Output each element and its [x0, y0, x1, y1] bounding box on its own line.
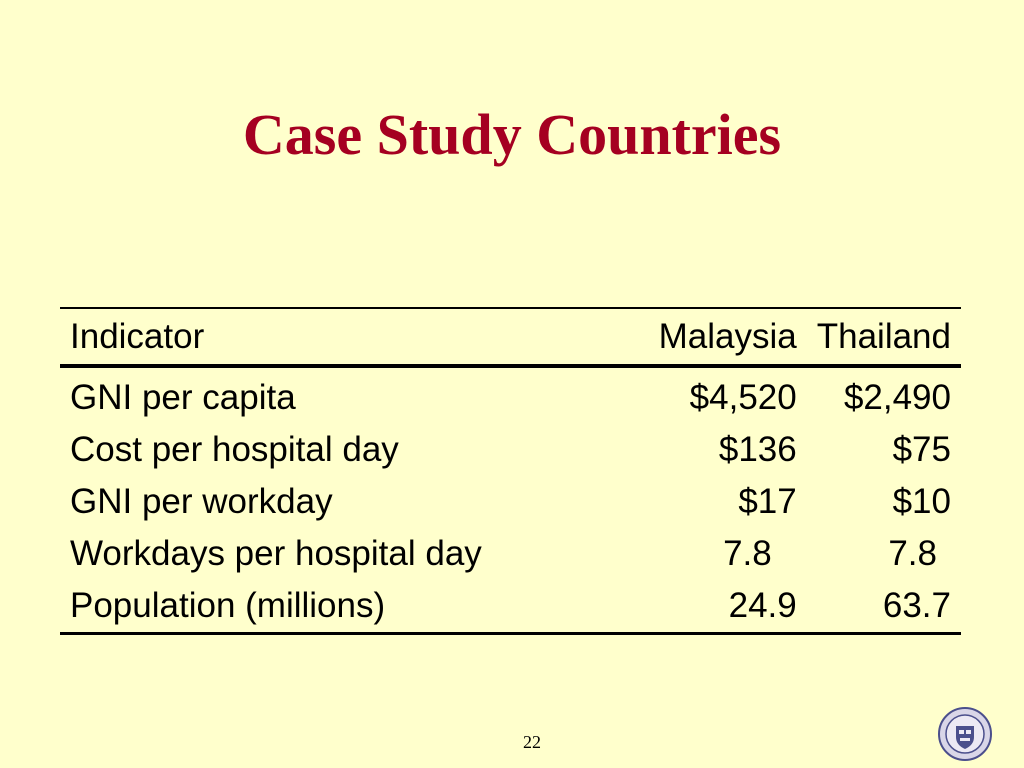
row-malaysia-value: $4,520	[689, 378, 797, 417]
row-thailand-value: $75	[892, 430, 951, 469]
indicator-table	[60, 307, 961, 635]
row-thailand-value: $2,490	[843, 378, 951, 417]
table-row	[60, 580, 961, 634]
table-row	[60, 476, 961, 528]
slide-title: Case Study Countries	[242, 102, 782, 167]
table-header-row	[60, 308, 961, 366]
row-thailand-value: 63.7	[882, 586, 951, 625]
page-number: 22	[523, 732, 541, 752]
table-row	[60, 366, 961, 424]
row-indicator: GNI per capita	[70, 378, 296, 417]
row-indicator: Population (millions)	[70, 586, 386, 625]
header-indicator: Indicator	[70, 317, 205, 356]
row-malaysia-value: $17	[738, 482, 797, 521]
row-malaysia-value: $136	[718, 430, 797, 469]
row-indicator: GNI per workday	[70, 482, 333, 521]
row-malaysia-value: 24.9	[728, 586, 797, 625]
row-malaysia-value: 7.8	[723, 534, 772, 573]
header-thailand: Thailand	[816, 317, 951, 356]
table-row	[60, 424, 961, 476]
row-indicator: Cost per hospital day	[70, 430, 399, 469]
university-seal-icon	[937, 706, 993, 762]
row-indicator: Workdays per hospital day	[70, 534, 482, 573]
row-thailand-value: 7.8	[888, 534, 937, 573]
row-thailand-value: $10	[892, 482, 951, 521]
header-malaysia: Malaysia	[658, 317, 797, 356]
table-row	[60, 528, 961, 580]
